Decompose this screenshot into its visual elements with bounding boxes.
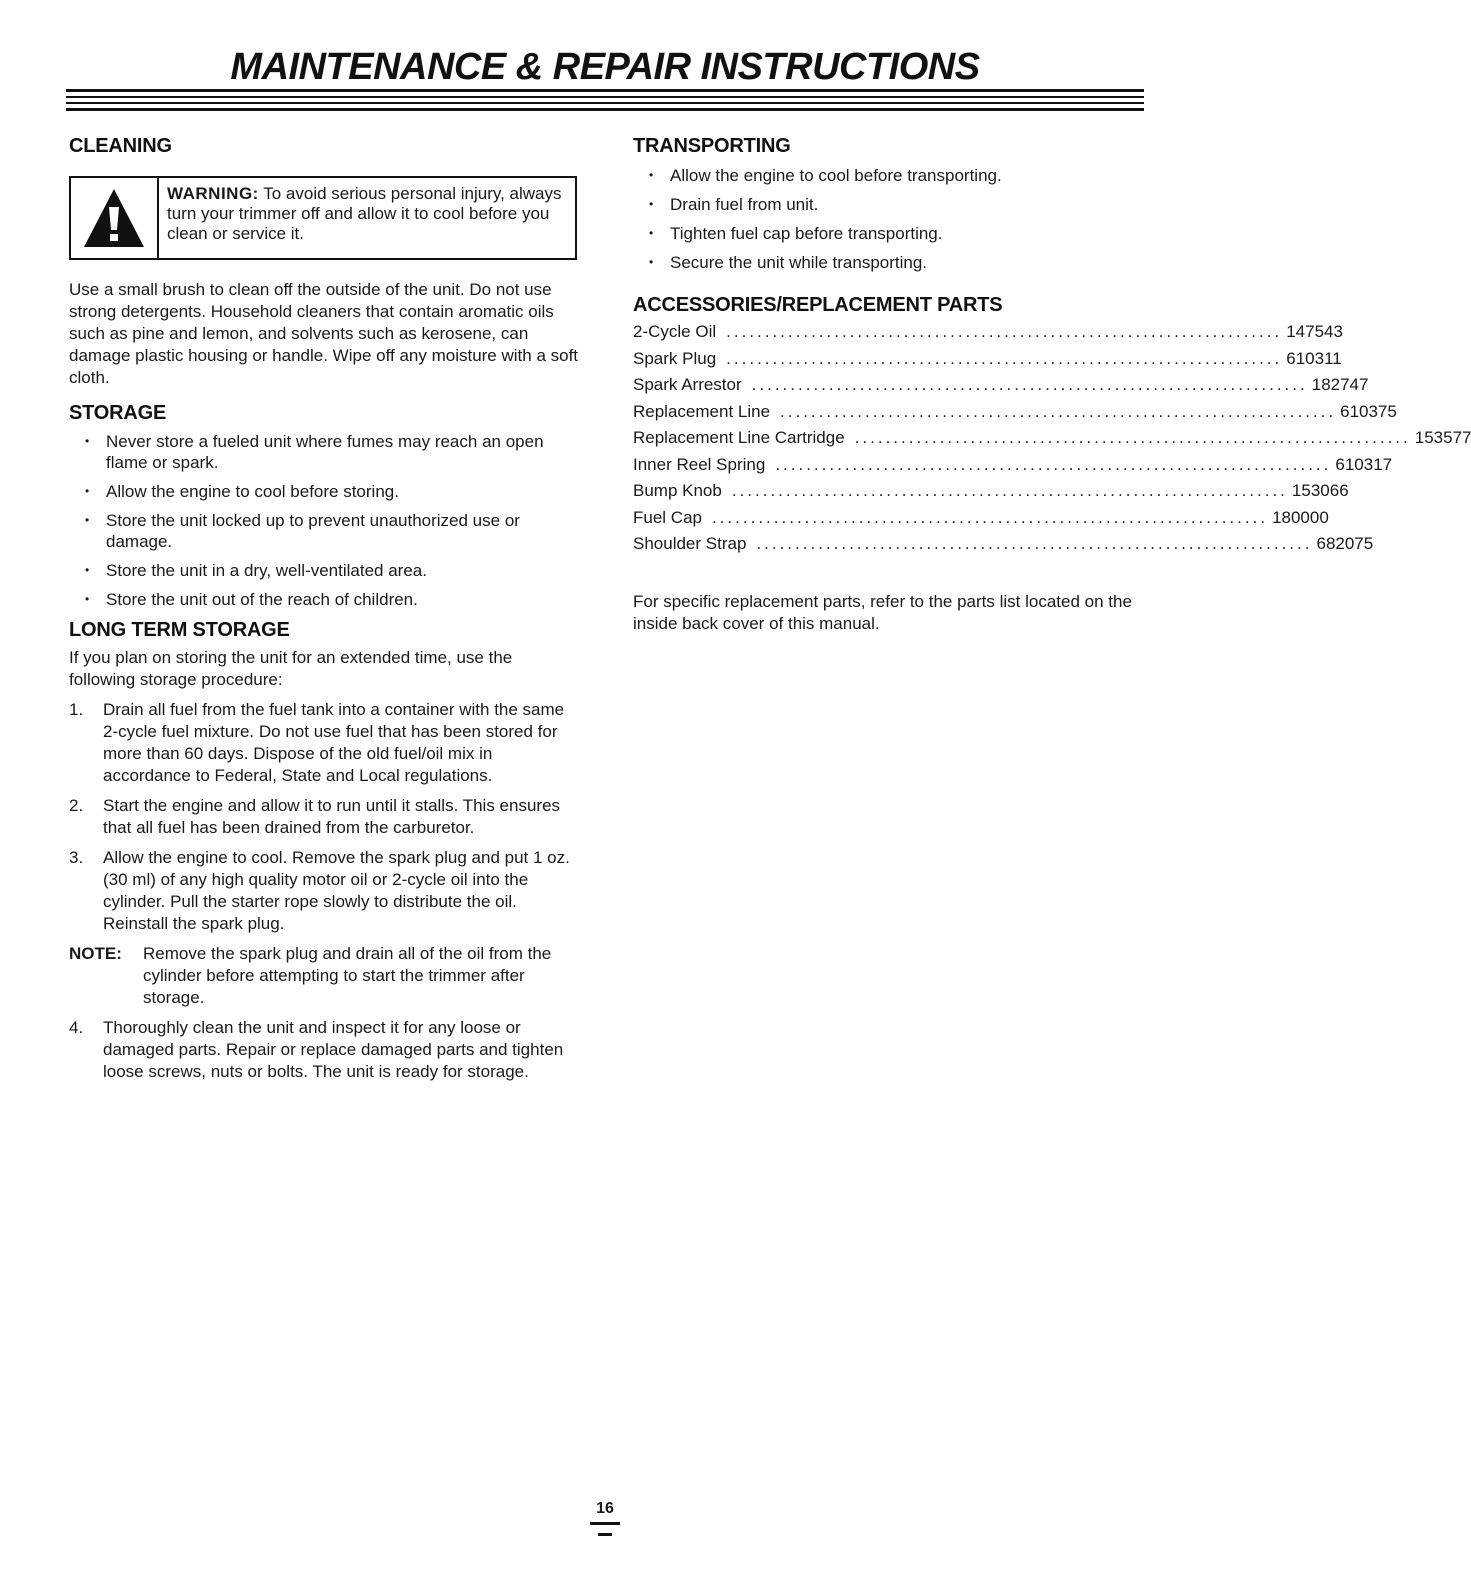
part-name: Replacement Line bbox=[633, 401, 771, 421]
footer-rule bbox=[590, 1522, 620, 1525]
list-item: • Store the unit locked up to prevent unauthorized use or damage. bbox=[69, 510, 579, 552]
dot-leader: ........................................................................ bbox=[731, 481, 1288, 500]
list-item: • Tighten fuel cap before transporting. bbox=[633, 223, 1138, 244]
part-name: Spark Plug bbox=[633, 348, 717, 368]
table-row bbox=[633, 319, 1343, 346]
long-term-storage-heading: LONG TERM STORAGE bbox=[69, 619, 290, 641]
cleaning-heading: CLEANING bbox=[69, 135, 172, 157]
table-row bbox=[633, 346, 1342, 373]
step-number: 3. bbox=[69, 848, 84, 867]
dot-leader: ........................................................................ bbox=[780, 401, 1337, 421]
dot-leader: ........................................................................ bbox=[756, 534, 1313, 553]
step-text: Drain all fuel from the fuel tank into a container with the same 2-cycle fuel mixture. Do not use fuel that has been stored for more than 60 days. Dispose of the old fuel/oil mix in accordance to Federal, State and Local regulations. bbox=[103, 700, 565, 785]
part-number: 153066 bbox=[1291, 481, 1349, 500]
parts-note: For specific replacement parts, refer to the parts list located on the inside back cover of this manual. bbox=[633, 591, 1132, 633]
dot-leader: ........................................................................ bbox=[711, 507, 1269, 527]
part-name: Spark Arrestor bbox=[633, 375, 742, 394]
part-number: 180000 bbox=[1272, 507, 1329, 527]
list-item: • Drain fuel from unit. bbox=[633, 194, 1138, 215]
dot-leader: ........................................................................ bbox=[854, 428, 1411, 447]
list-item: • Store the unit out of the reach of children. bbox=[69, 589, 579, 610]
dot-leader: ........................................................................ bbox=[775, 454, 1332, 474]
list-item bbox=[69, 795, 579, 839]
step-text: Allow the engine to cool. Remove the spark plug and put 1 oz. (30 ml) of any high quality motor oil or 2-cycle oil into the cylinder. Pull the starter rope slowly to distribute the oil. Reinstall the spark plug. bbox=[103, 848, 570, 933]
dot-leader: ........................................................................ bbox=[751, 375, 1308, 394]
list-item: • Store the unit in a dry, well-ventilated area. bbox=[69, 560, 579, 581]
right-column bbox=[633, 130, 1471, 635]
part-name: Fuel Cap bbox=[633, 507, 702, 527]
title-rule bbox=[66, 89, 1144, 92]
table-row bbox=[633, 372, 1369, 399]
part-number: 682075 bbox=[1316, 534, 1374, 553]
list-item bbox=[69, 699, 579, 787]
part-number: 182747 bbox=[1311, 375, 1369, 394]
parts-list bbox=[633, 319, 1471, 558]
part-name: Replacement Line Cartridge bbox=[633, 428, 845, 447]
table-row bbox=[633, 452, 1393, 479]
page-title: MAINTENANCE & REPAIR INSTRUCTIONS bbox=[230, 46, 980, 88]
note-text: Remove the spark plug and drain all of the oil from the cylinder before attempting to start the trimmer after storage. bbox=[143, 944, 552, 1007]
warning-box bbox=[69, 176, 577, 260]
part-name: 2-Cycle Oil bbox=[633, 322, 717, 341]
list-item: • Allow the engine to cool before transporting. bbox=[633, 165, 1138, 186]
warning-text bbox=[159, 178, 575, 258]
page-number: 16 bbox=[596, 1500, 614, 1517]
part-number: 610311 bbox=[1286, 348, 1342, 368]
warning-label: WARNING: bbox=[167, 184, 259, 203]
transporting-heading: TRANSPORTING bbox=[633, 135, 791, 157]
table-row bbox=[633, 478, 1349, 505]
long-term-steps bbox=[69, 699, 579, 935]
storage-heading: STORAGE bbox=[69, 402, 167, 424]
table-row bbox=[633, 425, 1471, 452]
dot-leader: ........................................................................ bbox=[726, 348, 1283, 368]
long-term-steps-cont bbox=[69, 1017, 579, 1083]
list-item bbox=[69, 1017, 579, 1083]
part-number: 147543 bbox=[1286, 322, 1343, 341]
warning-triangle-icon bbox=[71, 178, 159, 258]
title-rule bbox=[66, 108, 1144, 111]
part-number: 610317 bbox=[1335, 454, 1393, 474]
list-item: • Secure the unit while transporting. bbox=[633, 252, 1138, 273]
long-term-intro: If you plan on storing the unit for an extended time, use the following storage procedure: bbox=[69, 648, 513, 689]
part-number: 153577 bbox=[1414, 428, 1471, 447]
part-number: 610375 bbox=[1340, 401, 1397, 421]
part-name: Shoulder Strap bbox=[633, 534, 747, 553]
storage-list bbox=[69, 431, 579, 610]
step-number: 1. bbox=[69, 700, 84, 719]
transporting-list bbox=[633, 165, 1138, 273]
step-number: 2. bbox=[69, 796, 84, 815]
step-text: Start the engine and allow it to run until it stalls. This ensures that all fuel has been drained from the carburetor. bbox=[103, 796, 561, 837]
part-name: Bump Knob bbox=[633, 481, 722, 500]
table-row bbox=[633, 399, 1397, 426]
page-footer bbox=[0, 1500, 1210, 1536]
warning-message: To avoid serious personal injury, always turn your trimmer off and allow it to cool before you clean or service it. bbox=[167, 184, 562, 243]
dot-leader: ........................................................................ bbox=[726, 322, 1283, 341]
table-row bbox=[633, 531, 1374, 558]
step-number: 4. bbox=[69, 1018, 84, 1037]
table-row bbox=[633, 505, 1329, 532]
left-column bbox=[69, 130, 579, 1083]
list-item: • Never store a fueled unit where fumes may reach an open flame or spark. bbox=[69, 431, 579, 473]
step-text: Thoroughly clean the unit and inspect it for any loose or damaged parts. Repair or replace damaged parts and tighten loose screws, nuts or bolts. The unit is ready for storage. bbox=[103, 1018, 564, 1081]
accessories-heading: ACCESSORIES/REPLACEMENT PARTS bbox=[633, 294, 1003, 316]
footer-rule bbox=[598, 1533, 612, 1536]
title-rule bbox=[66, 102, 1144, 104]
note bbox=[69, 943, 579, 1009]
list-item: • Allow the engine to cool before storing. bbox=[69, 481, 579, 502]
title-rule bbox=[66, 96, 1144, 98]
part-name: Inner Reel Spring bbox=[633, 454, 766, 474]
note-label: NOTE: bbox=[69, 944, 122, 963]
cleaning-paragraph: Use a small brush to clean off the outside of the unit. Do not use strong detergents. Household cleaners that contain aromatic oils such as pine and lemon, and solvents such as kerosene, can damage plastic housing or handle. Wipe off any moisture with a soft cloth. bbox=[69, 280, 579, 387]
list-item bbox=[69, 847, 579, 935]
